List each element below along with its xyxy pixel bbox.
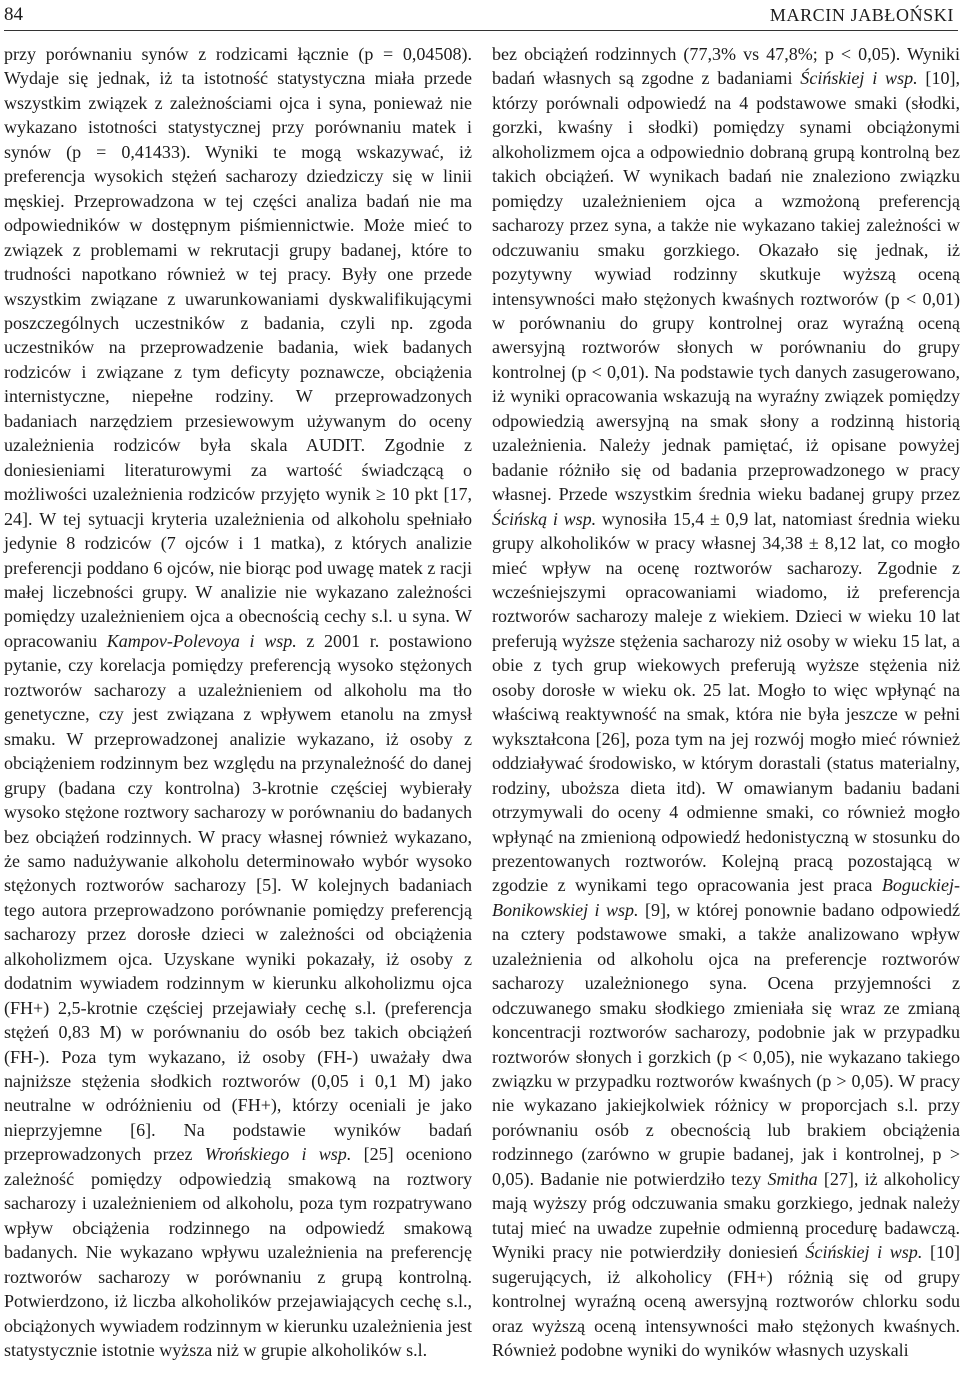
right-column (492, 42, 960, 1362)
right-column-text: bez obciążeń rodzinnych (77,3% vs 47,8%; p < 0,05). Wyniki badań własnych są zgodne z badaniami Ścińskiej i wsp. [10], którzy porównali odpowiedź na 4 podstawowe smaki (słodki, gorzki, kwaśny i słodki) pomiędzy synami obciążonymi alkoholizmem ojca a odpowiednio dobraną grupą kontrolną bez takich obciążeń. W wynikach badań nie znaleziono związku pomiędzy uzależnieniem ojca a wzmożoną preferencją sacharozy przez syna, a także nie wykazano takiej zależności w odczuwaniu smaku gorzkiego. Okazało się jednak, iż pozytywny wywiad rodzinny skutkuje wyższą oceną intensywności mało stężonych kwaśnych roztworów (p < 0,01) w porównaniu do grupy kontrolnej oraz wyraźną oceną awersyjną roztworów słonych w porównaniu do grupy kontrolnej (p < 0,01). Na podstawie tych danych zasugerowano, iż wyniki opracowania wskazują na wyraźny związek pomiędzy odpowiedzią awersyjną na smak słony a rodzinną historią uzależnienia. Należy jednak pamiętać, iż opisane powyżej badanie różniło się od badania przeprowadzonego w pracy własnej. Przede wszystkim średnia wieku badanej grupy przez Ścińską i wsp. wynosiła 15,4 ± 0,9 lat, natomiast średnia wieku grupy alkoholików w pracy własnej 34,38 ± 8,12 lat, co mogło mieć wpływ na ocenę roztworów sacharozy. Zgodnie z wcześniejszymi opracowaniami wiadomo, iż preferencja roztworów sacharozy maleje z wiekiem. Dzieci w wieku 10 lat preferują wyższe stężenia sacharozy niż osoby w wieku 15 lat, a obie z tych grup wiekowych preferują wyższe stężenia niż osoby dorosłe w wieku ok. 25 lat. Mogło to więc wpłynąć na właściwą reaktywność na smak, która nie była jeszcze w pełni wykształcona [26], poza tym na jej rozwój mogło mieć również oddziaływać środowisko, w którym dorastali (status materialny, rodziny, uboższa dieta itd). W omawianym badaniu badani otrzymywali do oceny 4 odmienne smaki, co również mogło wpłynąć na zmienioną odpowiedź hedonistyczną w stosunku do prezentowanych roztworów. Kolejną pracą pozostającą w zgodzie z wynikami tego opracowania jest praca Boguckiej-Bonikowskiej i wsp. [9], w której ponownie badano odpowiedź na cztery podstawowe smaki, a także analizowano wpływ uzależnienia od alkoholu ojca na preferencje roztworów sacharozy uzależnionego syna. Ocena przyjemności z odczuwanego smaku słodkiego zmieniała się wraz ze zmianą koncentracji roztworów sacharozy, podobnie jak w przypadku roztworów słonych i gorzkich (p < 0,05), nie wykazano takiego związku w przypadku roztworów kwaśnych (p > 0,05). W pracy nie wykazano jakiejkolwiek różnicy w proporcjach s.l. przy porównaniu osób z obecnością lub brakiem obciążenia rodzinnego (zarówno w grupie badanej, jak i kontrolnej, p > 0,05). Badanie nie potwierdziło tezy Smitha [27], iż alkoholicy mają wyższy próg odczuwania smaku gorzkiego, jednak należy tutaj mieć na uwadze zupełnie odmienną procedurę badawczą. Wyniki pracy nie potwierdziły doniesień Ścińskiej i wsp. [10] sugerujących, iż alkoholicy (FH+) różnią się od grupy kontrolnej wyraźną oceną awersyjną roztworów chlorku sodu oraz wyższą oceną intensywności mało stężonych kwaśnych. Również podobne wyniki do wyników własnych uzyskali (492, 44, 960, 1361)
left-column-text: przy porównaniu synów z rodzicami łącznie (p = 0,04508). Wydaje się jednak, iż ta istotność statystyczna miała przede wszystkim związek z zależnościami ojca i syna, ponieważ nie wykazano istotności statystycznej przy porównaniu matek i synów (p = 0,41433). Wyniki te mogą wskazywać, iż preferencja wysokich stężeń sacharozy dziedziczy się w linii męskiej. Przeprowadzona w tej części analiza badań nie ma odpowiedników w dostępnym piśmiennictwie. Może mieć to związek z problemami w rekrutacji grupy badanej, które to trudności napotkano również w tej pracy. Były one przede wszystkim związane z uwarunkowaniami dyskwalifikującymi poszczególnych uczestników z badania, czyli np. zgoda uczestników na przeprowadzenie badania, wiek badanych rodziców i związane z tym deficyty poznawcze, obciążenia internistyczne, niepełne rodziny. W przeprowadzonych badaniach narzędziem przesiewowym używanym do oceny uzależnienia rodziców była skala AUDIT. Zgodnie z doniesieniami literaturowymi za wartość świadczącą o możliwości uzależnienia rodziców przyjęto wynik ≥ 10 pkt [17, 24]. W tej sytuacji kryteria uzależnienia od alkoholu spełniało jedynie 8 rodziców (7 ojców i 1 matka), z których analizie preferencji poddano 6 ojców, nie biorąc pod uwagę matek z racji małej liczebności grupy. W analizie nie wykazano zależności pomiędzy uzależnieniem ojca a obecnością cechy s.l. u syna. W opracowaniu Kampov-Polevoya i wsp. z 2001 r. postawiono pytanie, czy korelacja pomiędzy preferencją wysoko stężonych roztworów sacharozy a uzależnieniem od alkoholu ma tło genetyczne, czy jest związana z wpływem etanolu na zmysł smaku. W przeprowadzonej analizie wykazano, iż osoby z obciążeniem rodzinnym bez względu na przynależność do danej grupy (badana czy kontrolna) 3-krotnie częściej wybierały wysoko stężone roztwory sacharozy w porównaniu do badanych bez obciążeń rodzinnych. W pracy własnej również wykazano, że samo nadużywanie alkoholu determinowało wybór wysoko stężonych roztworów sacharozy [5]. W kolejnych badaniach tego autora przeprowadzono porównanie pomiędzy preferencją sacharozy przez dorosłe dzieci w zależności od obciążenia alkoholizmem ojca. Uzyskane wyniki pokazały, iż osoby z dodatnim wywiadem rodzinnym w kierunku alkoholizmu ojca (FH+) 2,5-krotnie częściej przejawiały cechę s.l. (preferencja stężeń 0,83 M) w porównaniu do osób bez takich obciążeń (FH-). Poza tym wykazano, iż osoby (FH-) uważały dwa najniższe stężenia słodkich roztworów (0,05 i 0,1 M) jako neutralne w odróżnieniu od (FH+), którzy oceniali je jako nieprzyjemne [6]. Na podstawie wyników badań przeprowadzonych przez Wrońskiego i wsp. [25] oceniono zależność pomiędzy odpowiedzią smakową na roztwory sacharozy i uzależnieniem od alkoholu, poza tym rozpatrywano wpływ obciążenia rodzinnego na odpowiedź smakową badanych. Nie wykazano wpływu uzależnienia na preferencję roztworów sacharozy w porównaniu z grupą kontrolną. Potwierdzono, iż liczba alkoholików przejawiających cechę s.l., obciążonych wywiadem rodzinnym w kierunku uzależnienia jest statystycznie istotnie wyższa niż w grupie alkoholików s.l. (4, 44, 473, 1361)
header-rule (4, 30, 958, 31)
running-header (4, 2, 954, 28)
page-number: 84 (4, 4, 23, 25)
running-header-author: MARCIN JABŁOŃSKI (769, 5, 954, 25)
left-column (4, 42, 472, 1362)
